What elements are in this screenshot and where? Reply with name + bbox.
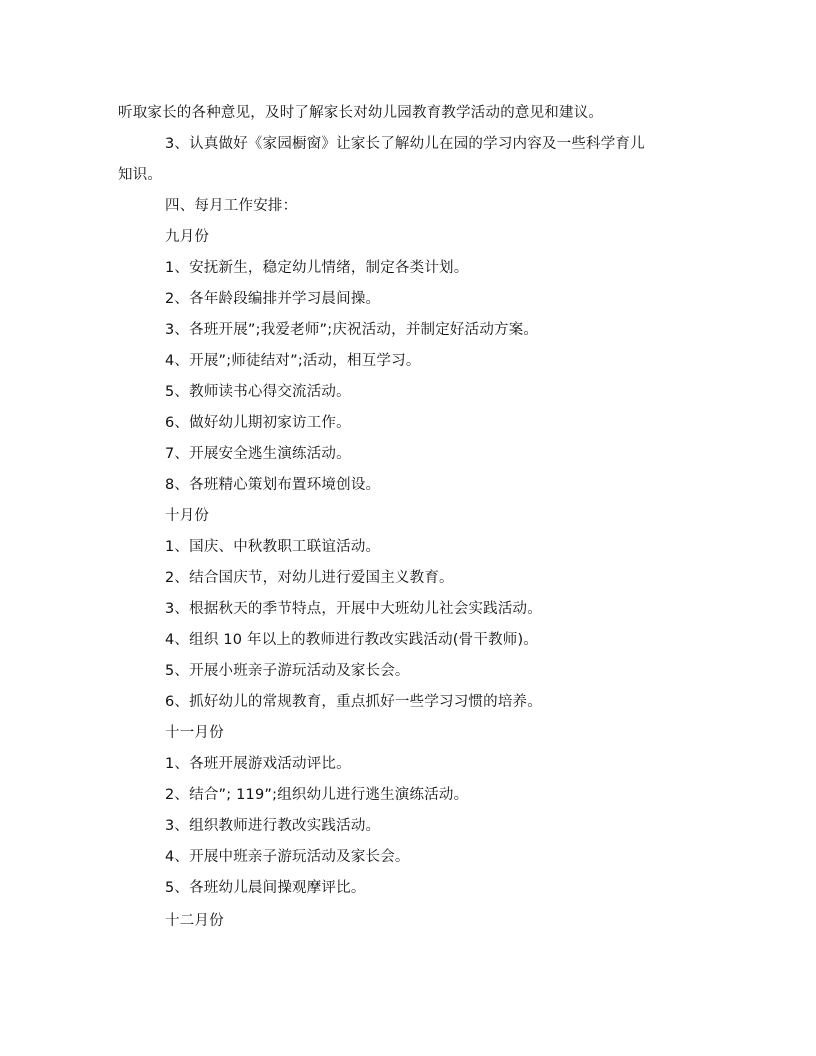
list-item: 4、组织 10 年以上的教师进行教改实践活动(骨干教师)。 bbox=[165, 632, 539, 648]
text-line-1: 听取家长的各种意见，及时了解家长对幼儿园教育教学活动的意见和建议。 bbox=[118, 105, 604, 121]
list-item: 3、组织教师进行教改实践活动。 bbox=[165, 818, 381, 834]
list-item: 7、开展安全逃生演练活动。 bbox=[165, 446, 351, 462]
list-item: 6、抓好幼儿的常规教育，重点抓好一些学习习惯的培养。 bbox=[165, 694, 542, 710]
section-heading: 四、每月工作安排： bbox=[165, 198, 298, 214]
list-item: 6、做好幼儿期初家访工作。 bbox=[165, 415, 351, 431]
text-line-3: 知识。 bbox=[118, 167, 163, 183]
list-item: 2、结合国庆节，对幼儿进行爱国主义教育。 bbox=[165, 570, 454, 586]
list-item: 4、开展”;师徒结对”;活动，相互学习。 bbox=[165, 353, 421, 369]
list-item: 2、各年龄段编排并学习晨间操。 bbox=[165, 291, 381, 307]
month-heading-november: 十一月份 bbox=[165, 725, 224, 741]
list-item: 5、开展小班亲子游玩活动及家长会。 bbox=[165, 663, 410, 679]
list-item: 1、安抚新生，稳定幼儿情绪，制定各类计划。 bbox=[165, 260, 469, 276]
month-heading-december: 十二月份 bbox=[165, 913, 224, 929]
list-item: 1、各班开展游戏活动评比。 bbox=[165, 756, 351, 772]
text-line-2: 3、认真做好《家园橱窗》让家长了解幼儿在园的学习内容及一些科学育儿 bbox=[165, 136, 645, 152]
list-item: 5、各班幼儿晨间操观摩评比。 bbox=[165, 880, 366, 896]
list-item: 1、国庆、中秋教职工联谊活动。 bbox=[165, 539, 381, 555]
list-item: 3、各班开展”;我爱老师”;庆祝活动，并制定好活动方案。 bbox=[165, 322, 539, 338]
list-item: 4、开展中班亲子游玩活动及家长会。 bbox=[165, 849, 410, 865]
list-item: 5、教师读书心得交流活动。 bbox=[165, 384, 351, 400]
month-heading-october: 十月份 bbox=[165, 508, 210, 524]
month-heading-september: 九月份 bbox=[165, 229, 210, 245]
list-item: 2、结合”; 119”;组织幼儿进行逃生演练活动。 bbox=[165, 787, 469, 803]
list-item: 8、各班精心策划布置环境创设。 bbox=[165, 477, 381, 493]
list-item: 3、根据秋天的季节特点，开展中大班幼儿社会实践活动。 bbox=[165, 601, 542, 617]
